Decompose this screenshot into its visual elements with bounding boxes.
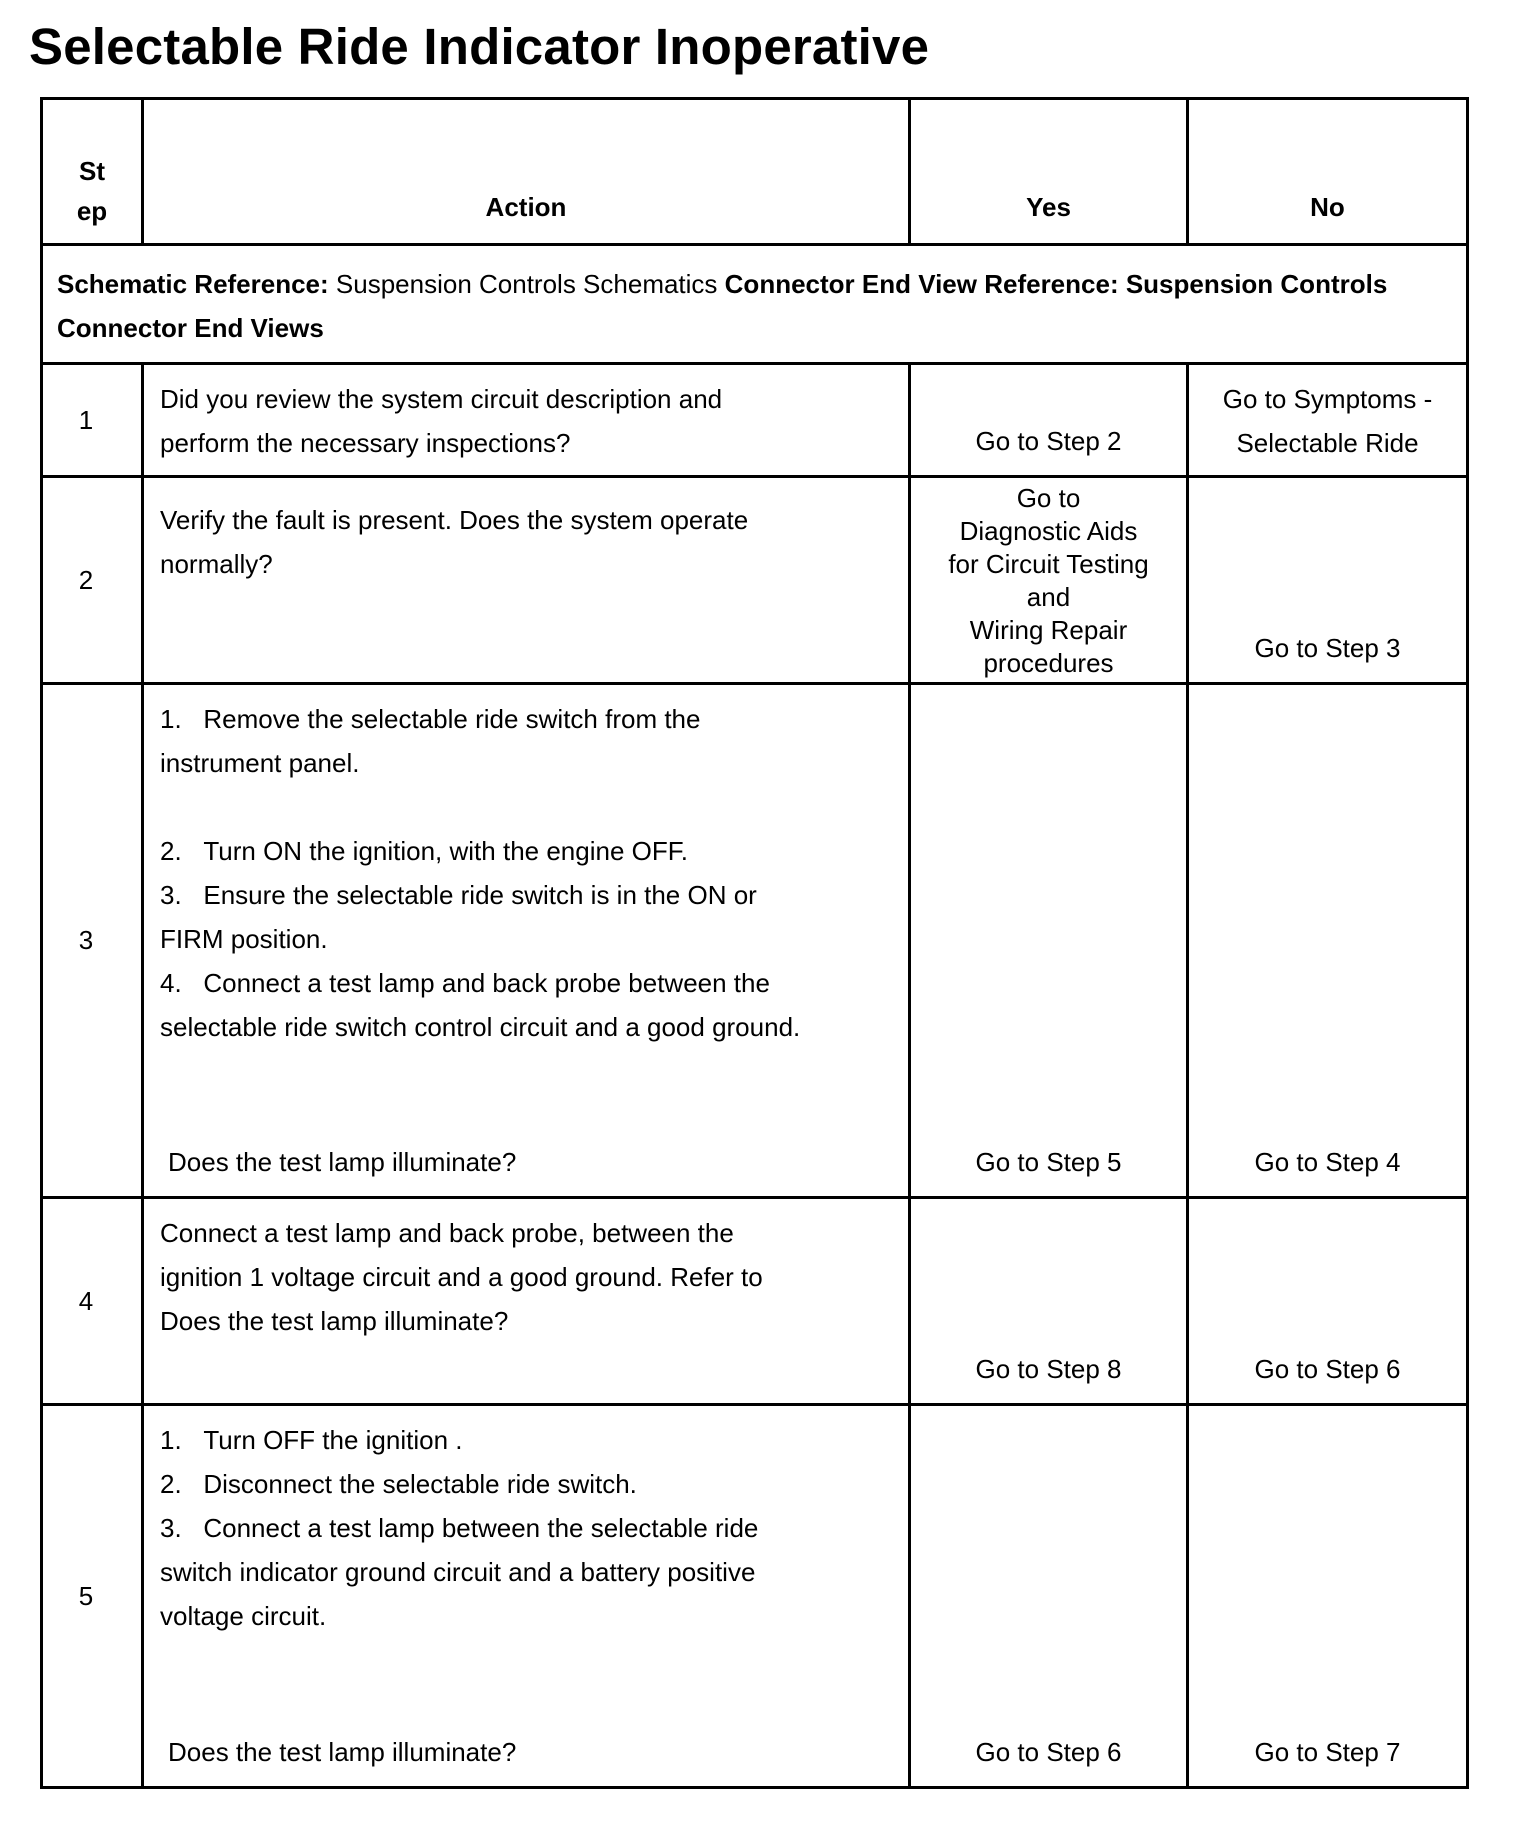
action-cell	[143, 477, 910, 684]
action-cell	[143, 364, 910, 477]
list-item-continued: FIRM position.	[160, 924, 328, 954]
reference-cell	[42, 245, 1468, 364]
step-number: 4	[42, 1198, 143, 1405]
yes-line: Wiring Repair	[969, 615, 1128, 645]
column-header-step	[42, 99, 143, 245]
yes-line: for Circuit Testing	[948, 549, 1149, 579]
step-header-line-1: St	[79, 156, 105, 186]
action-line: Did you review the system circuit description and	[160, 384, 723, 414]
list-text: Ensure the selectable ride switch is in the ON or	[203, 880, 757, 910]
action-line: perform the necessary inspections?	[160, 428, 571, 458]
step-header-line-2: ep	[76, 196, 108, 226]
action-cell	[143, 1198, 910, 1405]
no-cell	[1188, 364, 1468, 477]
list-item-continued: selectable ride switch control circuit and a good ground.	[160, 1012, 801, 1042]
yes-line: Diagnostic Aids	[959, 516, 1138, 546]
list-item-continued: voltage circuit.	[160, 1601, 327, 1631]
list-item	[160, 697, 892, 741]
list-text: Connect a test lamp between the selectable ride	[203, 1513, 759, 1543]
list-number: 3.	[160, 1513, 182, 1543]
table-row	[42, 477, 1468, 684]
action-line: Verify the fault is present. Does the system operate	[160, 505, 749, 535]
list-number: 4.	[160, 968, 182, 998]
list-item	[160, 1506, 892, 1550]
column-header-yes: Yes	[910, 99, 1188, 245]
page-title: Selectable Ride Indicator Inoperative	[29, 18, 930, 75]
list-number: 2.	[160, 836, 182, 866]
list-item-continued: instrument panel.	[160, 748, 360, 778]
test-question: Does the test lamp illuminate?	[168, 1147, 517, 1177]
list-text: Remove the selectable ride switch from the	[203, 704, 701, 734]
action-cell	[143, 1405, 910, 1788]
no-cell: Go to Step 7	[1188, 1405, 1468, 1788]
action-line: Does the test lamp illuminate?	[160, 1306, 509, 1336]
list-number: 1.	[160, 704, 182, 734]
list-item	[160, 1462, 892, 1506]
list-number: 1.	[160, 1425, 182, 1455]
no-cell: Go to Step 4	[1188, 684, 1468, 1198]
list-item	[160, 873, 892, 917]
yes-line: Go to	[1016, 483, 1081, 513]
step-number: 2	[42, 477, 143, 684]
column-header-action: Action	[143, 99, 910, 245]
yes-cell: Go to Step 6	[910, 1405, 1188, 1788]
spacer	[160, 785, 892, 829]
no-cell: Go to Step 3	[1188, 477, 1468, 684]
list-number: 2.	[160, 1469, 182, 1499]
list-text: Turn ON the ignition, with the engine OFF.	[203, 836, 688, 866]
action-line: normally?	[160, 549, 273, 579]
yes-cell: Go to Step 8	[910, 1198, 1188, 1405]
test-question: Does the test lamp illuminate?	[168, 1737, 517, 1767]
column-header-no: No	[1188, 99, 1468, 245]
action-line: Connect a test lamp and back probe, between the	[160, 1218, 734, 1248]
list-text: Turn OFF the ignition .	[203, 1425, 463, 1455]
yes-cell: Go to Step 2	[910, 364, 1188, 477]
step-number: 3	[42, 684, 143, 1198]
schematic-reference-label: Schematic Reference:	[57, 269, 329, 299]
no-cell: Go to Step 6	[1188, 1198, 1468, 1405]
table-row	[42, 1198, 1468, 1405]
yes-line: procedures	[983, 648, 1114, 678]
yes-cell	[910, 477, 1188, 684]
no-line: Go to Symptoms -	[1222, 384, 1433, 414]
connector-reference-label: Connector End View Reference: Suspension Controls Connector End Views	[57, 269, 1388, 343]
table-row	[42, 1405, 1468, 1788]
no-line: Selectable Ride	[1236, 428, 1419, 458]
list-item	[160, 961, 892, 1005]
table-row	[42, 684, 1468, 1198]
table-row	[42, 364, 1468, 477]
list-item	[160, 829, 892, 873]
list-number: 3.	[160, 880, 182, 910]
list-item	[160, 1418, 892, 1462]
diagnostic-table	[40, 97, 1469, 1789]
list-text: Connect a test lamp and back probe between the	[203, 968, 770, 998]
header-row	[42, 99, 1468, 245]
yes-line: and	[1026, 582, 1071, 612]
list-text: Disconnect the selectable ride switch.	[203, 1469, 637, 1499]
action-cell	[143, 684, 910, 1198]
reference-row	[42, 245, 1468, 364]
list-item-continued: switch indicator ground circuit and a battery positive	[160, 1557, 756, 1587]
yes-cell: Go to Step 5	[910, 684, 1188, 1198]
action-line: ignition 1 voltage circuit and a good ground. Refer to	[160, 1262, 763, 1292]
step-number: 5	[42, 1405, 143, 1788]
step-number: 1	[42, 364, 143, 477]
schematic-reference-value: Suspension Controls Schematics	[328, 269, 725, 299]
